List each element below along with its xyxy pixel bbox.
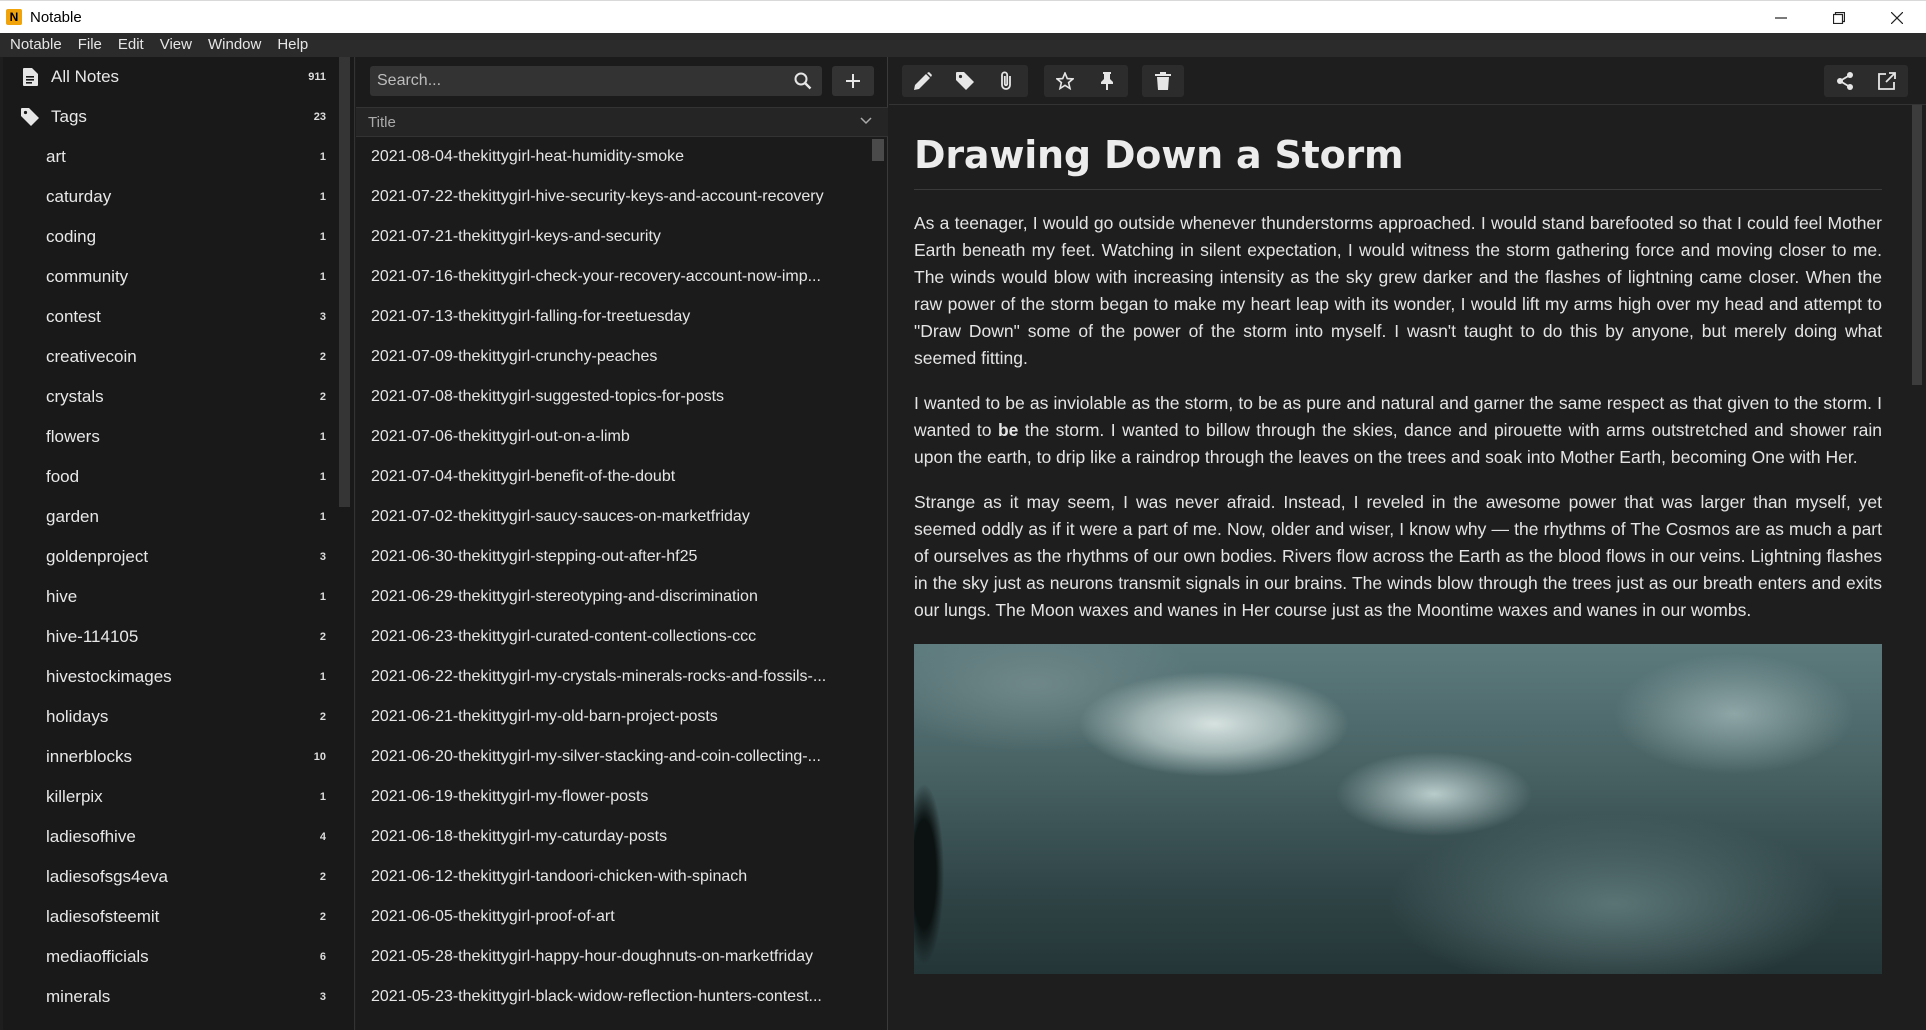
menu-notable[interactable]: Notable [10, 36, 62, 53]
tag-label: flowers [46, 427, 100, 446]
tag-count-badge: 1 [319, 151, 326, 163]
sidebar-item-tag[interactable] [3, 577, 333, 617]
tag-label: innerblocks [46, 747, 132, 766]
plus-icon [846, 74, 860, 88]
tag-count-badge: 2 [319, 871, 326, 883]
tag-label: community [46, 267, 129, 286]
toolbar-group-edit [902, 65, 1028, 97]
restore-button[interactable] [1810, 1, 1868, 34]
sidebar-item-tag[interactable] [3, 457, 333, 497]
toolbar-group-flags [1044, 65, 1128, 97]
note-list-item[interactable]: 2021-08-04-thekittygirl-heat-humidity-smoke [371, 148, 685, 165]
favorite-button[interactable] [1044, 65, 1086, 97]
sidebar-item-tag[interactable] [3, 737, 333, 777]
tag-label: ladiesofsgs4eva [46, 867, 168, 886]
tag-label: creativecoin [46, 347, 137, 366]
window-title: Notable [30, 8, 82, 26]
note-list-item[interactable]: 2021-06-29-thekittygirl-stereotyping-and-discrimination [371, 588, 758, 605]
minimize-icon [1775, 12, 1787, 24]
note-list-item[interactable]: 2021-06-19-thekittygirl-my-flower-posts [371, 788, 649, 805]
tag-label: hivestockimages [46, 667, 172, 686]
sidebar-item-tag[interactable] [3, 857, 333, 897]
tag-count-badge: 1 [319, 791, 326, 803]
tag-count-badge: 1 [319, 591, 326, 603]
sidebar-item-tag[interactable] [3, 377, 333, 417]
menu-window[interactable]: Window [207, 36, 262, 53]
tag-count-badge: 1 [319, 671, 326, 683]
sidebar-item-tag[interactable] [3, 777, 333, 817]
share-button[interactable] [1824, 65, 1866, 97]
tag-count-badge: 3 [319, 991, 326, 1003]
tag-count-badge: 10 [313, 751, 326, 763]
sidebar-item-tag[interactable] [3, 897, 333, 937]
star-icon [1056, 72, 1074, 90]
tag-label: ladiesofhive [46, 827, 136, 846]
note-list-item[interactable]: 2021-06-05-thekittygirl-proof-of-art [371, 908, 615, 925]
tag-label: minerals [46, 987, 111, 1006]
note-list-scrollbar[interactable] [872, 139, 884, 161]
sidebar-item-tag[interactable] [3, 217, 333, 257]
pin-icon [1099, 72, 1115, 90]
menu-view[interactable]: View [159, 36, 192, 53]
tag-icon [956, 72, 974, 90]
note-list-item[interactable]: 2021-06-12-thekittygirl-tandoori-chicken-with-spinach [371, 868, 748, 885]
note-paragraph-3: Strange as it may seem, I was never afraid. Instead, I reveled in the awesome power that was larger than myself, yet seemed oddly as if it were a part of me. Now, older and wiser, I know why — the rhythms of The Cosmos are as much a part of ourselves as the rhythms of our own bodies. Rivers flow across the Earth as the blood flows in our veins. Lightning flashes in the sky just as neurons transmit signals in our brains. The winds blow through the trees just as our breath enters and exits our lungs. The Moon waxes and wanes in Her course just as the Moontime waxes and wanes in our wombs. [914, 492, 1882, 620]
sidebar-item-tag[interactable] [3, 617, 333, 657]
note-list-item[interactable]: 2021-06-30-thekittygirl-stepping-out-after-hf25 [371, 548, 698, 565]
edit-icon [914, 72, 932, 90]
tag-count-badge: 3 [319, 311, 326, 323]
toolbar-group-share [1824, 65, 1908, 97]
tag-count-badge: 4 [319, 831, 326, 843]
tag-count-badge: 1 [319, 271, 326, 283]
sidebar-item-tag[interactable] [3, 977, 333, 1017]
restore-icon [1833, 12, 1845, 24]
note-list-item[interactable]: 2021-07-02-thekittygirl-saucy-sauces-on-marketfriday [371, 508, 750, 525]
pin-button[interactable] [1086, 65, 1128, 97]
note-list-item[interactable]: 2021-07-13-thekittygirl-falling-for-treetuesday [371, 308, 691, 325]
tag-label: holidays [46, 707, 109, 726]
note-list-item[interactable]: 2021-06-22-thekittygirl-my-crystals-minerals-rocks-and-fossils-... [371, 668, 827, 685]
note-list-item[interactable]: 2021-07-04-thekittygirl-benefit-of-the-doubt [371, 468, 676, 485]
search-icon[interactable] [794, 72, 812, 90]
paragraph-text: the storm. I wanted to billow through the skies, dance and pirouette with arms outstretched and shower rain upon the earth, to drip like a raindrop through the leaves on the trees and soak into Mother Earth, becoming One with Her. [914, 420, 1882, 467]
open-external-button[interactable] [1866, 65, 1908, 97]
tag-count-badge: 23 [313, 111, 326, 123]
tag-label: crystals [46, 387, 104, 406]
sidebar-item-tag[interactable] [3, 937, 333, 977]
new-note-button[interactable] [832, 66, 874, 96]
tag-count-badge: 1 [319, 471, 326, 483]
search-input[interactable] [370, 72, 770, 90]
menu-file[interactable]: File [77, 36, 102, 53]
sidebar-item-tag[interactable] [3, 137, 333, 177]
menu-edit[interactable]: Edit [117, 36, 144, 53]
note-list-item[interactable]: 2021-05-23-thekittygirl-black-widow-reflection-hunters-contest... [371, 988, 822, 1005]
tree-silhouette [914, 774, 954, 974]
attachment-icon [998, 71, 1016, 91]
notes-list-panel [356, 57, 888, 1030]
tag-label: killerpix [46, 787, 103, 806]
sidebar-item-tag[interactable] [3, 657, 333, 697]
tag-label: art [46, 147, 66, 166]
tag-label: coding [46, 227, 97, 246]
sidebar-scrollbar[interactable] [339, 57, 350, 507]
trash-button[interactable] [1142, 65, 1184, 97]
editor-toolbar [889, 57, 1926, 105]
tag-count-badge: 1 [319, 511, 326, 523]
note-list-item[interactable]: 2021-06-18-thekittygirl-my-caturday-posts [371, 828, 668, 845]
note-list-item[interactable]: 2021-06-20-thekittygirl-my-silver-stacking-and-coin-collecting-... [371, 748, 821, 765]
open-external-icon [1878, 72, 1896, 90]
tag-label: caturday [46, 187, 112, 206]
close-icon [1891, 12, 1903, 24]
tag-count-badge: 2 [319, 911, 326, 923]
tag-count-badge: 1 [319, 191, 326, 203]
sidebar-item-tag[interactable] [3, 817, 333, 857]
share-icon [1836, 72, 1854, 90]
note-list-item[interactable]: 2021-07-16-thekittygirl-check-your-recovery-account-now-imp... [371, 268, 821, 285]
window-titlebar [0, 0, 1926, 33]
note-paragraph-1: As a teenager, I would go outside whenever thunderstorms approached. I would stand barefooted so that I could feel Mother Earth beneath my feet. Watching in silent expectation, I would witness the storm gathering force and moving closer to me. The winds would blow with increasing intensity as the sky grew darker and the flashes of lightning came closer. When the raw power of the storm began to make my heart leap with its wonder, I would lift my arms high over my head and attempt to "Draw Down" some of the power of the storm into myself. I wasn't taught to do this by anyone, but merely doing what seemed fitting. [914, 213, 1882, 368]
note-list-item[interactable]: 2021-06-23-thekittygirl-curated-content-collections-ccc [371, 628, 757, 645]
note-list-item[interactable]: 2021-05-28-thekittygirl-happy-hour-doughnuts-on-marketfriday [371, 948, 814, 965]
tag-count-badge: 1 [319, 231, 326, 243]
minimize-button[interactable] [1752, 1, 1810, 34]
search-box [370, 66, 822, 96]
column-header-title: Title [368, 113, 396, 131]
tag-label: contest [46, 307, 101, 326]
paragraph-text: I wanted to be as inviolable as the storm, to be as pure and natural and garner the same respect as that given to the storm. I wanted to [914, 393, 1882, 440]
note-list [356, 137, 876, 1017]
editor-scrollbar[interactable] [1912, 105, 1922, 385]
sidebar [3, 57, 355, 1030]
note-list-item[interactable]: 2021-07-22-thekittygirl-hive-security-keys-and-account-recovery [371, 188, 824, 205]
editor-panel [889, 57, 1926, 1030]
app-logo-icon: N [6, 9, 22, 25]
sidebar-item-tag[interactable] [3, 337, 333, 377]
menu-bar [0, 33, 1926, 57]
tag-count-badge: 3 [319, 551, 326, 563]
note-list-item[interactable]: 2021-06-21-thekittygirl-my-old-barn-project-posts [371, 708, 718, 725]
sidebar-item-tag[interactable] [3, 537, 333, 577]
tag-label: garden [46, 507, 99, 526]
sidebar-item-tag[interactable] [3, 497, 333, 537]
tag-count-badge: 2 [319, 711, 326, 723]
tag-label: goldenproject [46, 547, 149, 566]
tag-button[interactable] [944, 65, 986, 97]
note-title: Drawing Down a Storm [914, 133, 1882, 190]
note-list-item[interactable]: 2021-07-21-thekittygirl-keys-and-security [371, 228, 661, 245]
tag-count-badge: 2 [319, 391, 326, 403]
tag-count-badge: 1 [319, 431, 326, 443]
edit-button[interactable] [902, 65, 944, 97]
tag-label: mediaofficials [46, 947, 149, 966]
tag-label: hive [46, 587, 78, 606]
note-count-badge: 911 [308, 71, 326, 83]
chevron-down-icon [860, 117, 872, 125]
note-content[interactable] [914, 105, 1882, 1030]
sidebar-item-tag[interactable] [3, 697, 333, 737]
tag-count-badge: 2 [319, 631, 326, 643]
tag-count-badge: 2 [319, 351, 326, 363]
sidebar-item-tag[interactable] [3, 257, 333, 297]
sidebar-item-tags[interactable] [3, 97, 333, 137]
storm-cloud-image [914, 644, 1882, 974]
sidebar-item-tag[interactable] [3, 417, 333, 457]
tag-count-badge: 6 [319, 951, 326, 963]
bold-text: be [997, 420, 1019, 440]
close-button[interactable] [1868, 1, 1926, 34]
attachment-button[interactable] [986, 65, 1028, 97]
menu-help[interactable]: Help [277, 36, 309, 53]
sidebar-item-tag[interactable] [3, 177, 333, 217]
tag-label: ladiesofsteemit [46, 907, 160, 926]
tag-label: hive-114105 [46, 627, 139, 646]
sidebar-item-all-notes[interactable] [3, 57, 333, 97]
list-column-header[interactable] [356, 107, 888, 137]
sidebar-item-label: All Notes [51, 67, 120, 86]
note-paragraph-2 [914, 390, 1882, 471]
trash-icon [1155, 72, 1171, 90]
sidebar-item-tag[interactable] [3, 297, 333, 337]
sidebar-item-label: Tags [51, 107, 87, 126]
note-list-item[interactable]: 2021-07-09-thekittygirl-crunchy-peaches [371, 348, 658, 365]
note-list-item[interactable]: 2021-07-08-thekittygirl-suggested-topics-for-posts [371, 388, 725, 405]
note-list-item[interactable]: 2021-07-06-thekittygirl-out-on-a-limb [371, 428, 630, 445]
note-icon [20, 67, 40, 87]
tag-icon [20, 107, 40, 127]
toolbar-group-delete [1142, 65, 1184, 97]
tag-label: food [46, 467, 80, 486]
